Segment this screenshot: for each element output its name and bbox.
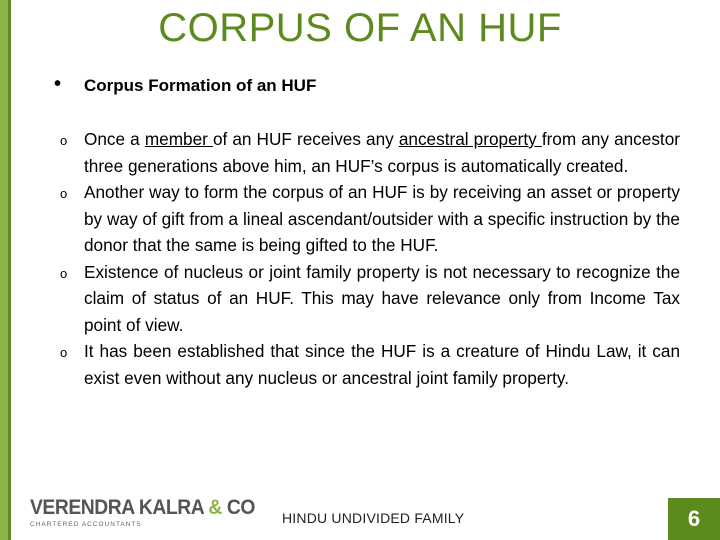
logo-tagline: CHARTERED ACCOUNTANTS: [30, 521, 142, 528]
hollow-bullet-icon: o: [60, 265, 68, 281]
hollow-bullet-icon: o: [60, 133, 68, 148]
section-heading-text: Corpus Formation of an HUF: [84, 76, 317, 95]
page-number: 6: [668, 498, 720, 540]
left-accent-stripe: [8, 0, 11, 540]
underlined-term: ancestral property: [398, 129, 542, 149]
footer-label: HINDU UNDIVIDED FAMILY: [282, 510, 465, 526]
bullet-dot-icon: •: [54, 73, 62, 95]
list-item: o Once a member of an HUF receives any ancestral property from any ancestor three generations above him, an HUF’s corpus is automatically created.: [60, 129, 680, 176]
hollow-bullet-icon: o: [60, 186, 68, 201]
company-logo: [30, 496, 274, 528]
underlined-term: member: [144, 129, 213, 149]
logo-wordmark: VERENDRA KALRA & CO: [30, 496, 255, 519]
bullet-list: [60, 126, 680, 391]
list-item: o It has been established that since the HUF is a creature of Hindu Law, it can exist even without any nucleus or ancestral joint family property.: [60, 341, 680, 388]
slide-title: CORPUS OF AN HUF: [158, 6, 562, 50]
section-heading: [54, 73, 317, 96]
left-accent-bar: [0, 0, 8, 540]
list-item: o Existence of nucleus or joint family property is not necessary to recognize the claim of status of an HUF. This may have relevance only from Income Tax point of view.: [60, 261, 680, 335]
list-item: o Another way to form the corpus of an HUF is by receiving an asset or property by way of gift from a lineal ascendant/outsider with a specific instruction by the donor that the same is being gifted to the HUF.: [60, 182, 680, 255]
hollow-bullet-icon: o: [60, 345, 68, 360]
